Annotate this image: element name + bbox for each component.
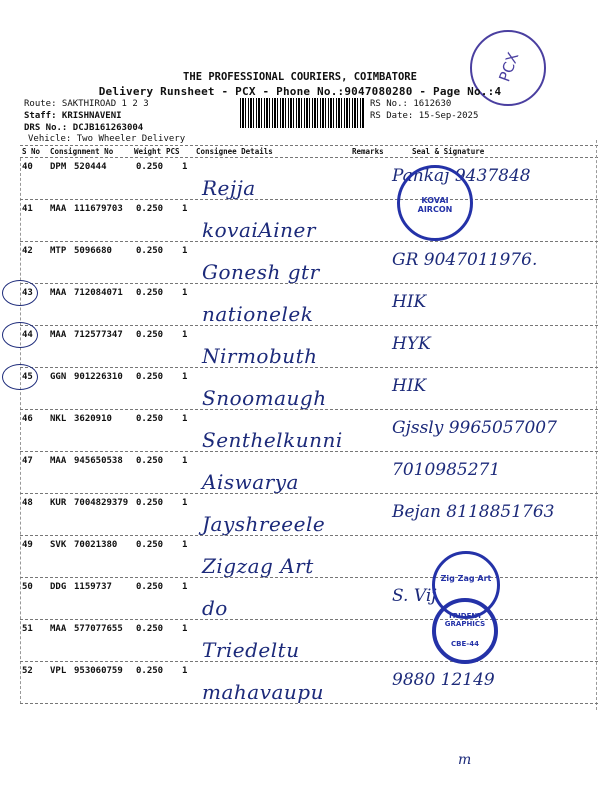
row-pcs: 1 [182,204,188,214]
consignee-handwriting: Senthelkunni [202,428,343,452]
row-pcs: 1 [182,582,188,592]
row-pcs: 1 [182,666,188,676]
row-sno: 48 [22,498,33,508]
row-consignment-number: 953060759 [74,666,123,676]
row-divider [20,283,598,284]
consignee-handwriting: Zigzag Art [202,554,314,578]
row-consignment-code: MAA [50,456,67,466]
row-consignment-number: 945650538 [74,456,123,466]
consignee-handwriting: Snoomaugh [202,386,327,410]
row-divider [20,661,598,662]
row-sno: 43 [22,288,33,298]
pcx-stamp-text: PCX [495,49,523,85]
row-pcs: 1 [182,456,188,466]
row-consignment-number: 1159737 [74,582,112,592]
row-sno: 51 [22,624,33,634]
row-pcs: 1 [182,624,188,634]
row-consignment-number: 577077655 [74,624,123,634]
drs-value: DCJB161263004 [72,123,144,133]
signature-handwriting: 9880 12149 [392,670,495,690]
consignee-handwriting: kovaiAiner [202,218,316,242]
row-divider [20,199,598,200]
row-consignment-code: MAA [50,624,67,634]
col-consignee: Consignee Details [196,147,273,156]
row-divider [20,493,598,494]
row-sno: 52 [22,666,33,676]
row-pcs: 1 [182,162,188,172]
consignee-handwriting: Aiswarya [202,470,299,494]
row-weight: 0.250 [136,372,164,382]
row-weight: 0.250 [136,414,164,424]
row-divider [20,703,598,704]
row-sno: 50 [22,582,33,592]
row-pcs: 1 [182,540,188,550]
row-consignment-number: 520444 [74,162,107,172]
row-weight: 0.250 [136,498,164,508]
signature-handwriting: HIK [392,292,427,312]
row-pcs: 1 [182,498,188,508]
row-pcs: 1 [182,414,188,424]
route-info: Route: SAKTHIROAD 1 2 3 [24,99,149,109]
table-left-border [20,158,21,704]
row-sno: 41 [22,204,33,214]
stray-mark: m [458,752,472,768]
row-consignment-number: 7004829379 [74,498,129,508]
row-weight: 0.250 [136,288,164,298]
row-divider [20,367,598,368]
consignee-handwriting: Jayshreeele [202,512,326,536]
consignee-handwriting: nationelek [202,302,314,326]
row-sno: 46 [22,414,33,424]
consignee-handwriting: do [202,596,228,620]
row-consignment-number: 3620910 [74,414,112,424]
signature-handwriting: S. Vij [392,586,437,606]
row-consignment-code: SVK [50,540,67,550]
row-consignment-code: MTP [50,246,67,256]
row-consignment-code: DPM [50,162,67,172]
row-sno: 45 [22,372,33,382]
signature-handwriting: Gjssly 9965057007 [392,418,557,438]
row-consignment-number: 5096680 [74,246,112,256]
row-circle-mark [2,322,38,348]
barcode [240,98,364,128]
row-consignment-number: 111679703 [74,204,123,214]
row-consignment-code: VPL [50,666,67,676]
trident-stamp [432,598,498,664]
row-divider [20,325,598,326]
signature-handwriting: HYK [392,334,431,354]
drs-info [24,123,143,133]
consignee-handwriting: Gonesh gtr [202,260,320,284]
zigzag-stamp-text: Zig Zag Art [440,574,492,583]
signature-handwriting: 7010985271 [392,460,501,480]
row-circle-mark [2,280,38,306]
table-right-border [596,140,597,710]
row-divider [20,619,598,620]
row-consignment-number: 70021380 [74,540,118,550]
row-consignment-number: 712084071 [74,288,123,298]
row-weight: 0.250 [136,582,164,592]
row-consignment-code: GGN [50,372,67,382]
row-pcs: 1 [182,288,188,298]
consignee-handwriting: Nirmobuth [202,344,318,368]
staff-info: Staff: KRISHNAVENI [24,111,122,121]
col-pcs: PCS [166,147,180,156]
row-sno: 49 [22,540,33,550]
row-circle-mark [2,364,38,390]
col-sno: S No [22,147,41,156]
row-pcs: 1 [182,372,188,382]
vehicle-info: Vehicle: Two Wheeler Delivery [28,134,186,144]
row-consignment-code: MAA [50,204,67,214]
row-divider [20,241,598,242]
row-pcs: 1 [182,330,188,340]
row-weight: 0.250 [136,540,164,550]
col-seal-signature: Seal & Signature [412,147,485,156]
signature-handwriting: HIK [392,376,427,396]
row-weight: 0.250 [136,246,164,256]
row-consignment-code: MAA [50,330,67,340]
row-pcs: 1 [182,246,188,256]
row-sno: 40 [22,162,33,172]
consignee-handwriting: mahavaupu [202,680,324,704]
col-weight: Weight [134,147,162,156]
row-sno: 42 [22,246,33,256]
trident-stamp-text: TRIDENT GRAPHICS [444,612,486,628]
row-divider [20,451,598,452]
drs-label: DRS No.: [24,123,68,133]
signature-handwriting: Pankaj 9437848 [392,166,531,186]
row-weight: 0.250 [136,624,164,634]
kovai-aircon-stamp-text: KOVAI AIRCON [417,196,453,214]
row-weight: 0.250 [136,204,164,214]
company-title: THE PROFESSIONAL COURIERS, COIMBATORE [183,71,417,83]
row-consignment-code: NKL [50,414,67,424]
row-consignment-number: 712577347 [74,330,123,340]
signature-handwriting: GR 9047011976. [392,250,538,270]
row-sno: 44 [22,330,33,340]
trident-stamp-city: CBE-44 [451,640,479,648]
col-consignment: Consignment No [50,147,114,156]
row-weight: 0.250 [136,330,164,340]
row-divider [20,409,598,410]
row-consignment-code: KUR [50,498,67,508]
row-divider [20,535,598,536]
consignee-handwriting: Triedeltu [202,638,300,662]
row-sno: 47 [22,456,33,466]
row-consignment-code: DDG [50,582,67,592]
rs-number: RS No.: 1612630 [370,99,452,109]
col-remarks: Remarks [352,147,384,156]
runsheet-title: Delivery Runsheet - PCX - Phone No.:9047080280 - Page No.:4 [98,85,502,98]
header-rule-top [20,145,598,146]
rs-date: RS Date: 15-Sep-2025 [370,111,479,121]
consignee-handwriting: Rejja [202,176,256,200]
row-divider [20,577,598,578]
header-rule-bottom [20,157,598,158]
row-consignment-code: MAA [50,288,67,298]
row-weight: 0.250 [136,456,164,466]
row-consignment-number: 901226310 [74,372,123,382]
row-weight: 0.250 [136,162,164,172]
row-weight: 0.250 [136,666,164,676]
signature-handwriting: Bejan 8118851763 [392,502,555,522]
